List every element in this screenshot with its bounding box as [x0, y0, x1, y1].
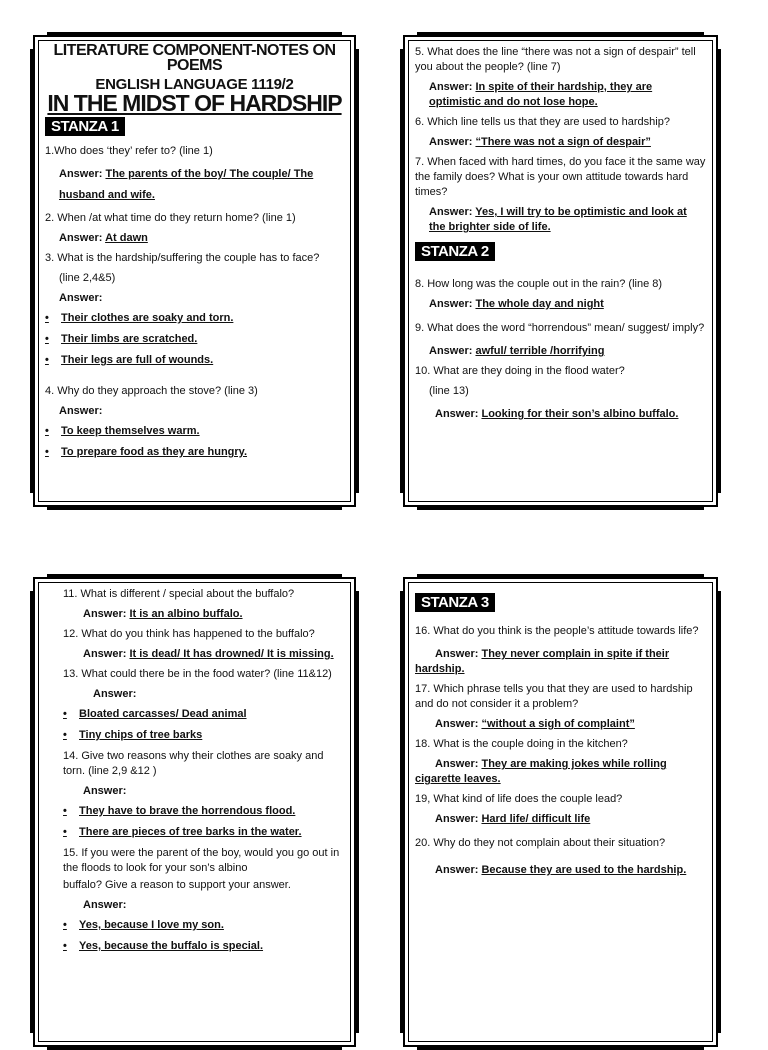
- frame-bar: [355, 49, 359, 493]
- answer-text: The whole day and night: [475, 298, 604, 310]
- list-item: • Their legs are full of wounds.: [45, 354, 214, 366]
- frame-bar: [47, 1046, 342, 1050]
- question-5: 5. What does the line “there was not a sign of despair” tell you about the people? (line 7): [415, 46, 696, 73]
- answer-text: In spite of their hardship, they are optimistic and do not lose hope.: [429, 81, 653, 108]
- question-7: 7. When faced with hard times, do you face it the same way the family does? What is your own attitude towards hard times?: [415, 156, 706, 198]
- answer-text: It is dead/ It has drowned/ It is missing.: [129, 648, 334, 660]
- notes-panel-3: [33, 577, 356, 1047]
- frame-bar: [30, 591, 34, 1033]
- question-8: 8. How long was the couple out in the rain? (line 8): [415, 278, 663, 290]
- list-item: • To keep themselves warm.: [45, 425, 200, 437]
- question-12: 12. What do you think has happened to the buffalo?: [63, 628, 315, 640]
- question-10-lines: (line 13): [429, 385, 469, 397]
- answer-text: Yes, I will try to be optimistic and look at the brighter side of life.: [429, 206, 687, 233]
- frame-bar: [400, 49, 404, 493]
- answer-label: Answer:: [429, 136, 473, 148]
- answer-label: Answer:: [435, 648, 479, 660]
- answer-label: Answer:: [59, 232, 103, 244]
- frame-bar: [47, 32, 342, 36]
- answer-label: Answer:: [435, 864, 479, 876]
- answer-1: [59, 164, 344, 206]
- answer-text: Hard life/ difficult life: [481, 813, 591, 825]
- answer-label: Answer:: [83, 785, 127, 797]
- answer-9: [429, 344, 706, 359]
- answer-10: [415, 404, 706, 425]
- question-17: 17. Which phrase tells you that they are used to hardship and do not consider it a problem?: [415, 683, 693, 710]
- answer-text: “without a sigh of complaint”: [481, 718, 635, 730]
- frame-bar: [417, 506, 704, 510]
- notes-panel-2: [403, 35, 718, 507]
- frame-bar: [417, 32, 704, 36]
- poem-title: IN THE MIDST OF HARDSHIP: [47, 90, 342, 116]
- answer-12: [63, 647, 344, 662]
- question-15: 15. If you were the parent of the boy, would you go out in the floods to look for your son’s albino: [63, 847, 340, 874]
- answer-17: [435, 717, 706, 732]
- answer-label: Answer:: [429, 298, 473, 310]
- answer-18: [415, 757, 706, 787]
- answer-text: They are making jokes while rolling cigarette leaves.: [415, 758, 667, 785]
- stanza-3-heading: STANZA 3: [415, 593, 495, 612]
- answer-label: Answer:: [59, 292, 103, 304]
- answer-5: [429, 80, 706, 110]
- question-9: 9. What does the word “horrendous” mean/ suggest/ imply?: [415, 322, 705, 334]
- question-3-lines: (line 2,4&5): [59, 272, 116, 284]
- frame-bar: [30, 49, 34, 493]
- question-19: 19, What kind of life does the couple lead?: [415, 793, 623, 805]
- question-16: 16. What do you think is the people’s attitude towards life?: [415, 625, 699, 637]
- notes-panel-1: [33, 35, 356, 507]
- answer-label: Answer:: [83, 899, 127, 911]
- stanza-2-heading: STANZA 2: [415, 242, 495, 261]
- frame-bar: [47, 506, 342, 510]
- question-3: 3. What is the hardship/suffering the couple has to face?: [45, 252, 320, 264]
- frame-bar: [47, 574, 342, 578]
- answer-label: Answer:: [429, 345, 473, 357]
- frame-bar: [400, 591, 404, 1033]
- answer-11: [83, 607, 344, 622]
- answer-label: Answer:: [93, 688, 137, 700]
- list-item: • Their clothes are soaky and torn.: [45, 312, 234, 324]
- question-11: 11. What is different / special about the buffalo?: [63, 588, 295, 600]
- answer-text: At dawn: [105, 232, 148, 244]
- notes-panel-4: [403, 577, 718, 1047]
- answer-label: Answer:: [435, 813, 479, 825]
- answer-text: They never complain in spite if their hardship.: [415, 648, 670, 675]
- list-item: • To prepare food as they are hungry.: [45, 446, 248, 458]
- list-item: • Tiny chips of tree barks: [63, 729, 203, 741]
- answer-text: Because they are used to the hardship.: [481, 864, 687, 876]
- answer-16: [415, 647, 706, 677]
- answer-20: [415, 859, 706, 881]
- question-10: 10. What are they doing in the flood water?: [415, 365, 625, 377]
- answer-label: Answer:: [435, 718, 479, 730]
- answer-label: Answer:: [59, 168, 103, 180]
- answer-label: Answer:: [435, 758, 479, 770]
- answer-text: “There was not a sign of despair”: [475, 136, 651, 148]
- list-item: • They have to brave the horrendous flood.: [63, 805, 296, 817]
- answer-label: Answer:: [83, 608, 127, 620]
- frame-bar: [355, 591, 359, 1033]
- list-item: • Their limbs are scratched.: [45, 333, 198, 345]
- frame-bar: [417, 574, 704, 578]
- question-15-cont: buffalo? Give a reason to support your answer.: [63, 879, 291, 891]
- stanza-1-heading: STANZA 1: [45, 117, 125, 136]
- answer-2: [59, 231, 344, 246]
- answer-text: Looking for their son’s albino buffalo.: [481, 408, 679, 420]
- answer-19: [435, 812, 706, 827]
- question-14: 14. Give two reasons why their clothes are soaky and torn. (line 2,9 &12 ): [63, 750, 324, 777]
- answer-label: Answer:: [59, 405, 103, 417]
- frame-bar: [717, 49, 721, 493]
- answer-6: [429, 135, 706, 150]
- question-18: 18. What is the couple doing in the kitchen?: [415, 738, 628, 750]
- answer-label: Answer:: [435, 408, 479, 420]
- document-subtitle: ENGLISH LANGUAGE 1119/2: [95, 76, 294, 93]
- answer-text: awful/ terrible /horrifying: [475, 345, 605, 357]
- answer-text: It is an albino buffalo.: [129, 608, 243, 620]
- answer-label: Answer:: [83, 648, 127, 660]
- frame-bar: [717, 591, 721, 1033]
- question-4: 4. Why do they approach the stove? (line 3): [45, 385, 258, 397]
- list-item: • Yes, because I love my son.: [63, 919, 224, 931]
- question-6: 6. Which line tells us that they are used to hardship?: [415, 116, 670, 128]
- answer-8: [429, 297, 706, 312]
- frame-bar: [417, 1046, 704, 1050]
- list-item: • Bloated carcasses/ Dead animal: [63, 708, 247, 720]
- answer-label: Answer:: [429, 206, 473, 218]
- question-13: 13. What could there be in the food water? (line 11&12): [63, 668, 332, 680]
- answer-label: Answer:: [429, 81, 473, 93]
- list-item: • Yes, because the buffalo is special.: [63, 940, 264, 952]
- question-2: 2. When /at what time do they return home? (line 1): [45, 212, 296, 224]
- question-20: 20. Why do they not complain about their situation?: [415, 837, 666, 849]
- document-title: LITERATURE COMPONENT-NOTES ON POEMS: [53, 42, 336, 74]
- question-1: 1.Who does ‘they’ refer to? (line 1): [45, 145, 213, 157]
- list-item: • There are pieces of tree barks in the water.: [63, 826, 302, 838]
- answer-text: The parents of the boy/ The couple/ The husband and wife.: [59, 168, 314, 201]
- answer-7: [429, 205, 706, 235]
